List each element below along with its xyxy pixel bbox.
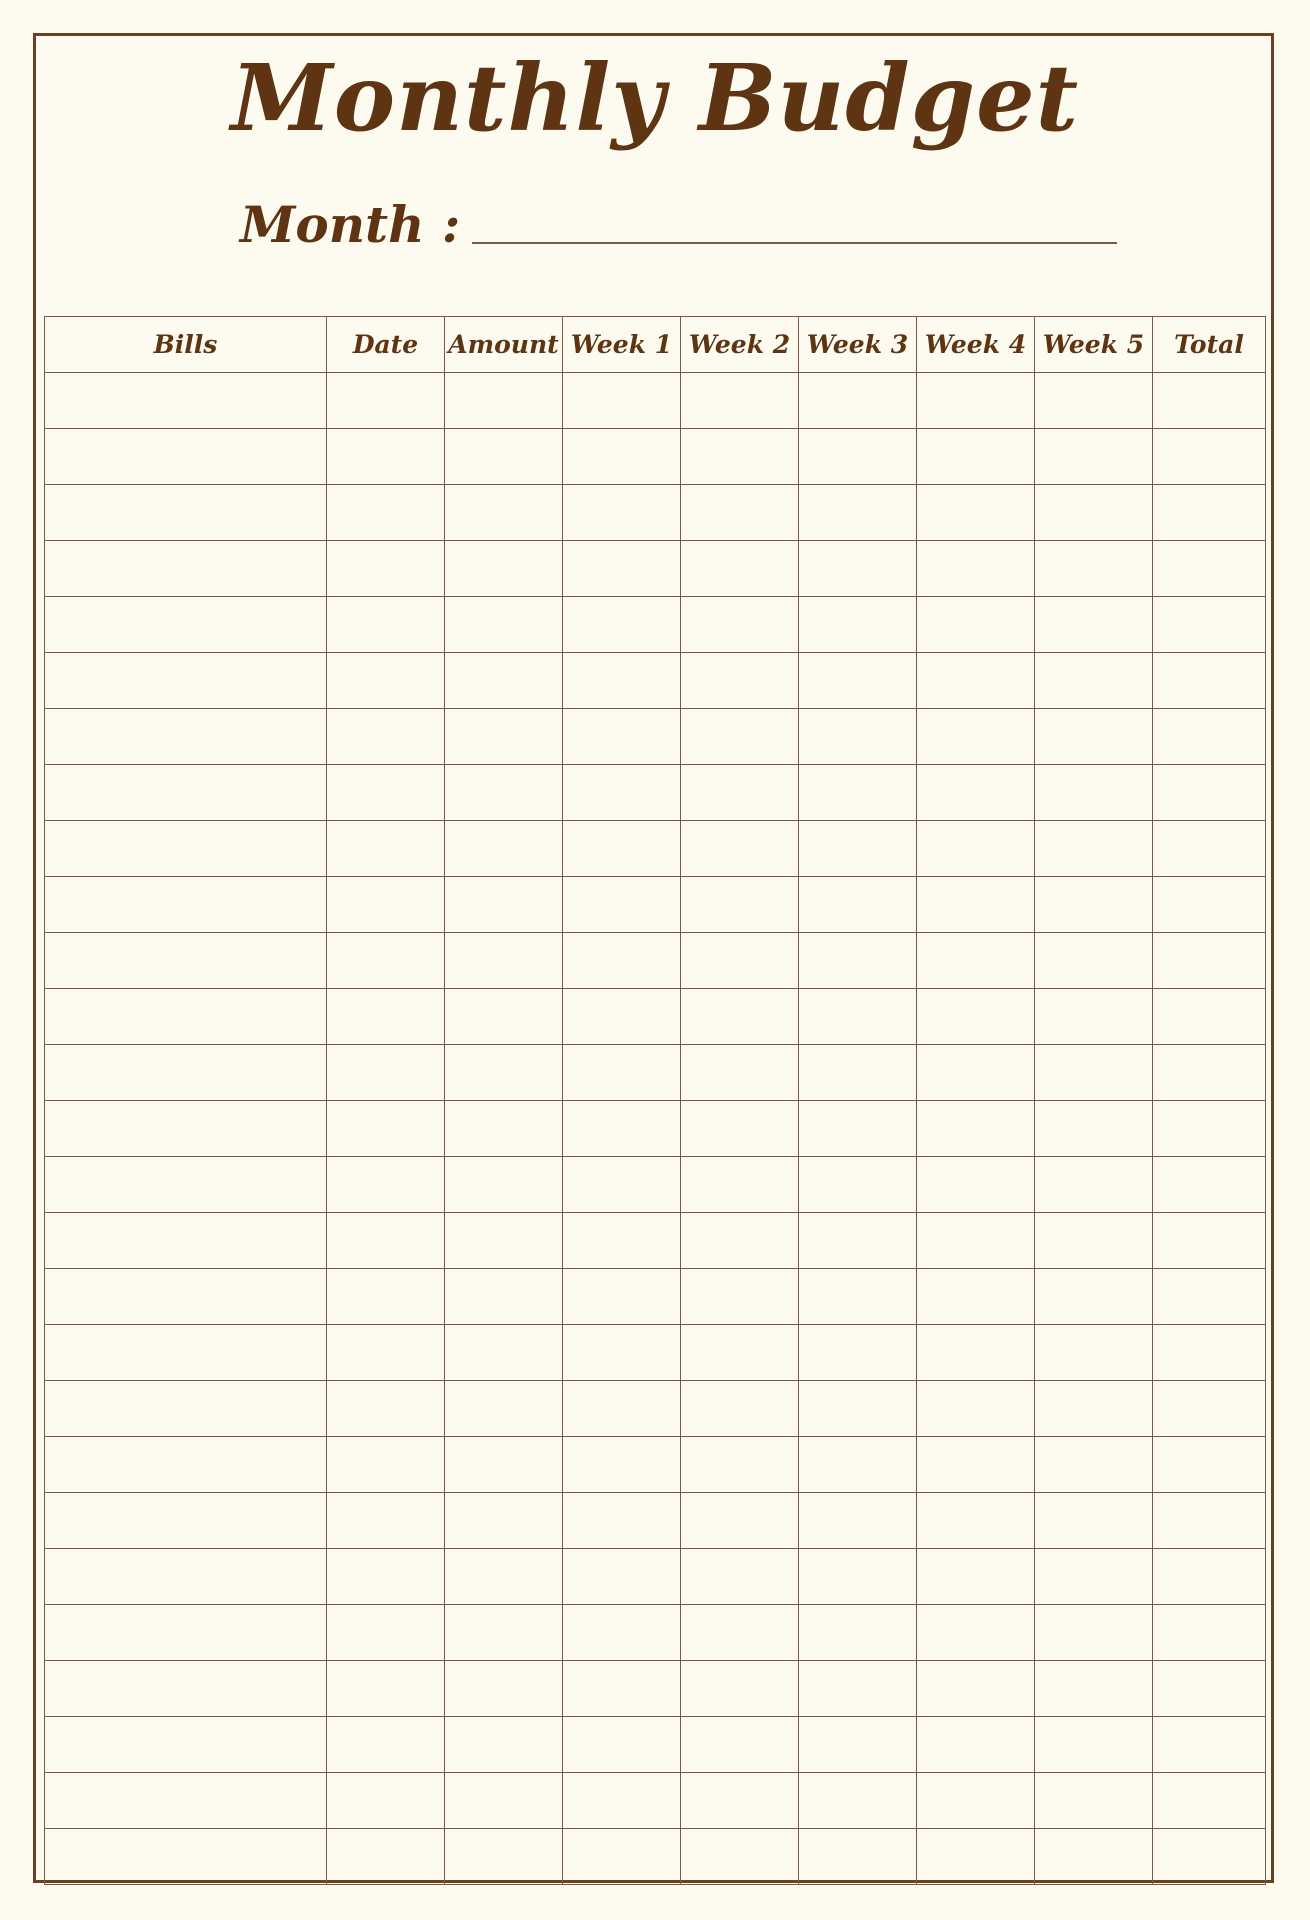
table-cell[interactable]: [1035, 373, 1153, 429]
table-cell[interactable]: [45, 653, 327, 709]
column-header-date: Date: [327, 317, 445, 373]
table-row: [45, 1437, 1266, 1493]
table-cell[interactable]: [45, 541, 327, 597]
table-row: [45, 709, 1266, 765]
table-cell[interactable]: [563, 1549, 681, 1605]
table-cell[interactable]: [445, 429, 563, 485]
table-cell[interactable]: [445, 653, 563, 709]
table-row: [45, 933, 1266, 989]
table-cell[interactable]: [1153, 1549, 1266, 1605]
table-cell[interactable]: [681, 709, 799, 765]
table-cell[interactable]: [1035, 1325, 1153, 1381]
table-cell[interactable]: [681, 373, 799, 429]
table-cell[interactable]: [563, 1773, 681, 1829]
table-row: [45, 1381, 1266, 1437]
table-cell[interactable]: [45, 1493, 327, 1549]
table-cell[interactable]: [1153, 1213, 1266, 1269]
table-cell[interactable]: [799, 709, 917, 765]
table-cell[interactable]: [917, 1493, 1035, 1549]
table-cell[interactable]: [45, 1717, 327, 1773]
table-row: [45, 541, 1266, 597]
table-cell[interactable]: [1153, 1157, 1266, 1213]
table-cell[interactable]: [681, 765, 799, 821]
table-cell[interactable]: [1035, 1661, 1153, 1717]
table-cell[interactable]: [327, 1157, 445, 1213]
table-cell[interactable]: [917, 1101, 1035, 1157]
table-cell[interactable]: [563, 1325, 681, 1381]
table-cell[interactable]: [1035, 1717, 1153, 1773]
table-cell[interactable]: [327, 1381, 445, 1437]
table-cell[interactable]: [681, 541, 799, 597]
table-cell[interactable]: [917, 1661, 1035, 1717]
month-field: [240, 195, 1117, 254]
table-cell[interactable]: [327, 709, 445, 765]
table-cell[interactable]: [563, 989, 681, 1045]
column-header-week-2: Week 2: [681, 317, 799, 373]
table-cell[interactable]: [445, 1213, 563, 1269]
table-cell[interactable]: [445, 1157, 563, 1213]
table-cell[interactable]: [1035, 1493, 1153, 1549]
table-cell[interactable]: [917, 1773, 1035, 1829]
table-cell[interactable]: [45, 709, 327, 765]
table-cell[interactable]: [799, 485, 917, 541]
budget-table: [44, 316, 1266, 1885]
table-cell[interactable]: [45, 1325, 327, 1381]
table-cell[interactable]: [799, 1493, 917, 1549]
table-cell[interactable]: [799, 1717, 917, 1773]
table-cell[interactable]: [681, 1717, 799, 1773]
month-input-line[interactable]: [472, 242, 1117, 244]
table-cell[interactable]: [45, 373, 327, 429]
table-cell[interactable]: [563, 1829, 681, 1885]
table-cell[interactable]: [681, 1269, 799, 1325]
table-cell[interactable]: [917, 541, 1035, 597]
table-cell[interactable]: [917, 1829, 1035, 1885]
table-cell[interactable]: [1035, 597, 1153, 653]
table-cell[interactable]: [1153, 1661, 1266, 1717]
table-cell[interactable]: [799, 877, 917, 933]
table-cell[interactable]: [1035, 1213, 1153, 1269]
table-row: [45, 1157, 1266, 1213]
table-body: [45, 373, 1266, 1885]
table-cell[interactable]: [1035, 541, 1153, 597]
table-cell[interactable]: [1035, 1269, 1153, 1325]
table-cell[interactable]: [45, 1101, 327, 1157]
table-row: [45, 1269, 1266, 1325]
table-cell[interactable]: [799, 373, 917, 429]
table-row: [45, 765, 1266, 821]
table-cell[interactable]: [327, 821, 445, 877]
table-cell[interactable]: [1153, 709, 1266, 765]
table-cell[interactable]: [1153, 989, 1266, 1045]
table-cell[interactable]: [799, 1437, 917, 1493]
table-cell[interactable]: [1153, 429, 1266, 485]
table-cell[interactable]: [445, 1269, 563, 1325]
table-cell[interactable]: [1153, 1269, 1266, 1325]
table-cell[interactable]: [1035, 485, 1153, 541]
table-cell[interactable]: [681, 1829, 799, 1885]
table-cell[interactable]: [681, 429, 799, 485]
table-cell[interactable]: [45, 821, 327, 877]
table-cell[interactable]: [45, 1605, 327, 1661]
table-cell[interactable]: [45, 1157, 327, 1213]
table-cell[interactable]: [799, 933, 917, 989]
table-cell[interactable]: [1035, 1773, 1153, 1829]
column-header-week-3: Week 3: [799, 317, 917, 373]
table-cell[interactable]: [563, 373, 681, 429]
table-cell[interactable]: [327, 1493, 445, 1549]
table-cell[interactable]: [917, 485, 1035, 541]
table-cell[interactable]: [1153, 1437, 1266, 1493]
table-row: [45, 1101, 1266, 1157]
month-label: Month :: [240, 195, 461, 254]
table-cell[interactable]: [799, 1381, 917, 1437]
table-cell[interactable]: [445, 1661, 563, 1717]
table-cell[interactable]: [327, 1437, 445, 1493]
table-cell[interactable]: [799, 597, 917, 653]
table-cell[interactable]: [1153, 765, 1266, 821]
table-cell[interactable]: [563, 1493, 681, 1549]
table-cell[interactable]: [563, 933, 681, 989]
table-cell[interactable]: [445, 541, 563, 597]
table-cell[interactable]: [681, 1549, 799, 1605]
table-cell[interactable]: [917, 877, 1035, 933]
table-cell[interactable]: [327, 1325, 445, 1381]
table-cell[interactable]: [445, 1325, 563, 1381]
table-cell[interactable]: [445, 989, 563, 1045]
table-cell[interactable]: [1035, 709, 1153, 765]
table-cell[interactable]: [681, 1045, 799, 1101]
table-cell[interactable]: [917, 1269, 1035, 1325]
table-cell[interactable]: [327, 1773, 445, 1829]
table-cell[interactable]: [45, 933, 327, 989]
table-cell[interactable]: [445, 765, 563, 821]
table-cell[interactable]: [1153, 373, 1266, 429]
table-cell[interactable]: [327, 653, 445, 709]
table-cell[interactable]: [1153, 821, 1266, 877]
table-cell[interactable]: [681, 1101, 799, 1157]
table-cell[interactable]: [45, 1773, 327, 1829]
table-cell[interactable]: [445, 373, 563, 429]
table-cell[interactable]: [445, 1045, 563, 1101]
table-cell[interactable]: [799, 989, 917, 1045]
table-cell[interactable]: [563, 1661, 681, 1717]
table-cell[interactable]: [327, 1829, 445, 1885]
table-cell[interactable]: [445, 1493, 563, 1549]
table-cell[interactable]: [917, 1325, 1035, 1381]
table-cell[interactable]: [1035, 1157, 1153, 1213]
table-cell[interactable]: [799, 1045, 917, 1101]
table-row: [45, 1045, 1266, 1101]
table-cell[interactable]: [799, 1773, 917, 1829]
table-cell[interactable]: [1153, 933, 1266, 989]
table-cell[interactable]: [1035, 1045, 1153, 1101]
table-cell[interactable]: [563, 1717, 681, 1773]
table-cell[interactable]: [563, 765, 681, 821]
table-cell[interactable]: [45, 1437, 327, 1493]
table-cell[interactable]: [45, 1381, 327, 1437]
table-cell[interactable]: [1035, 1381, 1153, 1437]
table-cell[interactable]: [445, 597, 563, 653]
table-cell[interactable]: [1035, 1437, 1153, 1493]
table-cell[interactable]: [563, 429, 681, 485]
table-cell[interactable]: [1153, 1493, 1266, 1549]
table-row: [45, 1213, 1266, 1269]
table-cell[interactable]: [45, 989, 327, 1045]
table-cell[interactable]: [327, 1549, 445, 1605]
table-cell[interactable]: [327, 541, 445, 597]
table-cell[interactable]: [563, 541, 681, 597]
table-cell[interactable]: [45, 1829, 327, 1885]
table-cell[interactable]: [563, 1045, 681, 1101]
table-cell[interactable]: [681, 1605, 799, 1661]
table-cell[interactable]: [681, 821, 799, 877]
table-row: [45, 877, 1266, 933]
table-cell[interactable]: [1035, 933, 1153, 989]
table-cell[interactable]: [1153, 1773, 1266, 1829]
table-cell[interactable]: [445, 1773, 563, 1829]
table-cell[interactable]: [1035, 1605, 1153, 1661]
table-cell[interactable]: [799, 765, 917, 821]
table-cell[interactable]: [681, 1325, 799, 1381]
table-cell[interactable]: [917, 709, 1035, 765]
table-cell[interactable]: [917, 1717, 1035, 1773]
table-row: [45, 597, 1266, 653]
table-cell[interactable]: [681, 1773, 799, 1829]
table-cell[interactable]: [1035, 653, 1153, 709]
table-cell[interactable]: [563, 485, 681, 541]
table-cell[interactable]: [445, 1605, 563, 1661]
table-row: [45, 1717, 1266, 1773]
column-header-total: Total: [1153, 317, 1266, 373]
table-cell[interactable]: [1035, 989, 1153, 1045]
table-cell[interactable]: [327, 1661, 445, 1717]
table-cell[interactable]: [799, 1269, 917, 1325]
table-cell[interactable]: [917, 429, 1035, 485]
table-cell[interactable]: [681, 1437, 799, 1493]
table-cell[interactable]: [917, 989, 1035, 1045]
table-cell[interactable]: [445, 1437, 563, 1493]
table-cell[interactable]: [45, 1213, 327, 1269]
table-cell[interactable]: [1153, 1101, 1266, 1157]
table-cell[interactable]: [681, 877, 799, 933]
table-cell[interactable]: [681, 989, 799, 1045]
table-row: [45, 1325, 1266, 1381]
table-row: [45, 1661, 1266, 1717]
table-cell[interactable]: [799, 1101, 917, 1157]
table-cell[interactable]: [327, 429, 445, 485]
table-row: [45, 373, 1266, 429]
table-cell[interactable]: [1153, 1045, 1266, 1101]
table-cell[interactable]: [563, 709, 681, 765]
table-cell[interactable]: [563, 1381, 681, 1437]
table-cell[interactable]: [799, 1829, 917, 1885]
table-cell[interactable]: [1153, 1717, 1266, 1773]
table-cell[interactable]: [563, 1101, 681, 1157]
table-cell[interactable]: [327, 1605, 445, 1661]
table-row: [45, 821, 1266, 877]
table-cell[interactable]: [1035, 1549, 1153, 1605]
table-cell[interactable]: [445, 485, 563, 541]
table-cell[interactable]: [563, 1437, 681, 1493]
table-cell[interactable]: [799, 653, 917, 709]
table-cell[interactable]: [917, 1381, 1035, 1437]
table-cell[interactable]: [1035, 877, 1153, 933]
table-cell[interactable]: [681, 1493, 799, 1549]
table-cell[interactable]: [917, 1605, 1035, 1661]
table-cell[interactable]: [45, 1549, 327, 1605]
table-cell[interactable]: [327, 933, 445, 989]
table-cell[interactable]: [445, 1381, 563, 1437]
table-cell[interactable]: [445, 877, 563, 933]
table-cell[interactable]: [799, 1213, 917, 1269]
table-cell[interactable]: [563, 597, 681, 653]
table-cell[interactable]: [1153, 1605, 1266, 1661]
table-cell[interactable]: [917, 1045, 1035, 1101]
table-cell[interactable]: [681, 1381, 799, 1437]
table-cell[interactable]: [681, 597, 799, 653]
table-cell[interactable]: [1035, 429, 1153, 485]
table-cell[interactable]: [799, 1549, 917, 1605]
table-cell[interactable]: [445, 1829, 563, 1885]
table-header-row: [45, 317, 1266, 373]
table-cell[interactable]: [45, 765, 327, 821]
table-cell[interactable]: [917, 1157, 1035, 1213]
table-cell[interactable]: [1153, 1829, 1266, 1885]
table-cell[interactable]: [917, 821, 1035, 877]
table-cell[interactable]: [917, 373, 1035, 429]
column-header-amount: Amount: [445, 317, 563, 373]
table-cell[interactable]: [681, 653, 799, 709]
table-cell[interactable]: [563, 877, 681, 933]
table-cell[interactable]: [917, 933, 1035, 989]
table-row: [45, 1605, 1266, 1661]
table-cell[interactable]: [1153, 1381, 1266, 1437]
table-cell[interactable]: [445, 933, 563, 989]
table-cell[interactable]: [1153, 653, 1266, 709]
table-cell[interactable]: [45, 877, 327, 933]
table-cell[interactable]: [1153, 877, 1266, 933]
table-cell[interactable]: [445, 1101, 563, 1157]
table-cell[interactable]: [327, 1101, 445, 1157]
table-cell[interactable]: [45, 485, 327, 541]
table-row: [45, 989, 1266, 1045]
table-cell[interactable]: [681, 1157, 799, 1213]
table-cell[interactable]: [327, 989, 445, 1045]
table-cell[interactable]: [1035, 821, 1153, 877]
table-cell[interactable]: [917, 1213, 1035, 1269]
table-cell[interactable]: [327, 1269, 445, 1325]
table-cell[interactable]: [563, 1213, 681, 1269]
table-cell[interactable]: [327, 1213, 445, 1269]
table-cell[interactable]: [681, 1213, 799, 1269]
table-row: [45, 1829, 1266, 1885]
table-cell[interactable]: [445, 1549, 563, 1605]
table-cell[interactable]: [917, 1549, 1035, 1605]
table-cell[interactable]: [917, 597, 1035, 653]
table-cell[interactable]: [563, 1157, 681, 1213]
table-cell[interactable]: [327, 373, 445, 429]
table-cell[interactable]: [45, 1661, 327, 1717]
table-cell[interactable]: [563, 1269, 681, 1325]
table-cell[interactable]: [327, 1045, 445, 1101]
page-title: Monthly Budget: [230, 44, 1080, 152]
table-cell[interactable]: [1153, 541, 1266, 597]
table-cell[interactable]: [681, 485, 799, 541]
table-cell[interactable]: [45, 597, 327, 653]
column-header-week-4: Week 4: [917, 317, 1035, 373]
table-cell[interactable]: [445, 821, 563, 877]
table-cell[interactable]: [327, 765, 445, 821]
table-cell[interactable]: [1035, 765, 1153, 821]
table-row: [45, 485, 1266, 541]
column-header-bills: Bills: [45, 317, 327, 373]
table-row: [45, 1493, 1266, 1549]
table-cell[interactable]: [1035, 1829, 1153, 1885]
table-cell[interactable]: [45, 429, 327, 485]
table-row: [45, 653, 1266, 709]
table-cell[interactable]: [1153, 597, 1266, 653]
table-cell[interactable]: [681, 1661, 799, 1717]
table-row: [45, 1773, 1266, 1829]
table-cell[interactable]: [1153, 485, 1266, 541]
table-cell[interactable]: [799, 1661, 917, 1717]
table-cell[interactable]: [799, 429, 917, 485]
table-cell[interactable]: [327, 1717, 445, 1773]
table-cell[interactable]: [445, 1717, 563, 1773]
table-row: [45, 429, 1266, 485]
table-cell[interactable]: [1035, 1101, 1153, 1157]
table-cell[interactable]: [563, 1605, 681, 1661]
table-cell[interactable]: [799, 1325, 917, 1381]
table-cell[interactable]: [917, 1437, 1035, 1493]
table-cell[interactable]: [327, 485, 445, 541]
column-header-week-1: Week 1: [563, 317, 681, 373]
table-cell[interactable]: [917, 765, 1035, 821]
table-cell[interactable]: [563, 653, 681, 709]
table-cell[interactable]: [917, 653, 1035, 709]
column-header-week-5: Week 5: [1035, 317, 1153, 373]
table-cell[interactable]: [799, 541, 917, 597]
table-cell[interactable]: [45, 1269, 327, 1325]
table-cell[interactable]: [681, 933, 799, 989]
table-cell[interactable]: [799, 1605, 917, 1661]
table-cell[interactable]: [445, 709, 563, 765]
table-cell[interactable]: [799, 821, 917, 877]
table-cell[interactable]: [45, 1045, 327, 1101]
table-row: [45, 1549, 1266, 1605]
table-cell[interactable]: [563, 821, 681, 877]
table-cell[interactable]: [327, 877, 445, 933]
table-cell[interactable]: [1153, 1325, 1266, 1381]
table-cell[interactable]: [799, 1157, 917, 1213]
table-cell[interactable]: [327, 597, 445, 653]
